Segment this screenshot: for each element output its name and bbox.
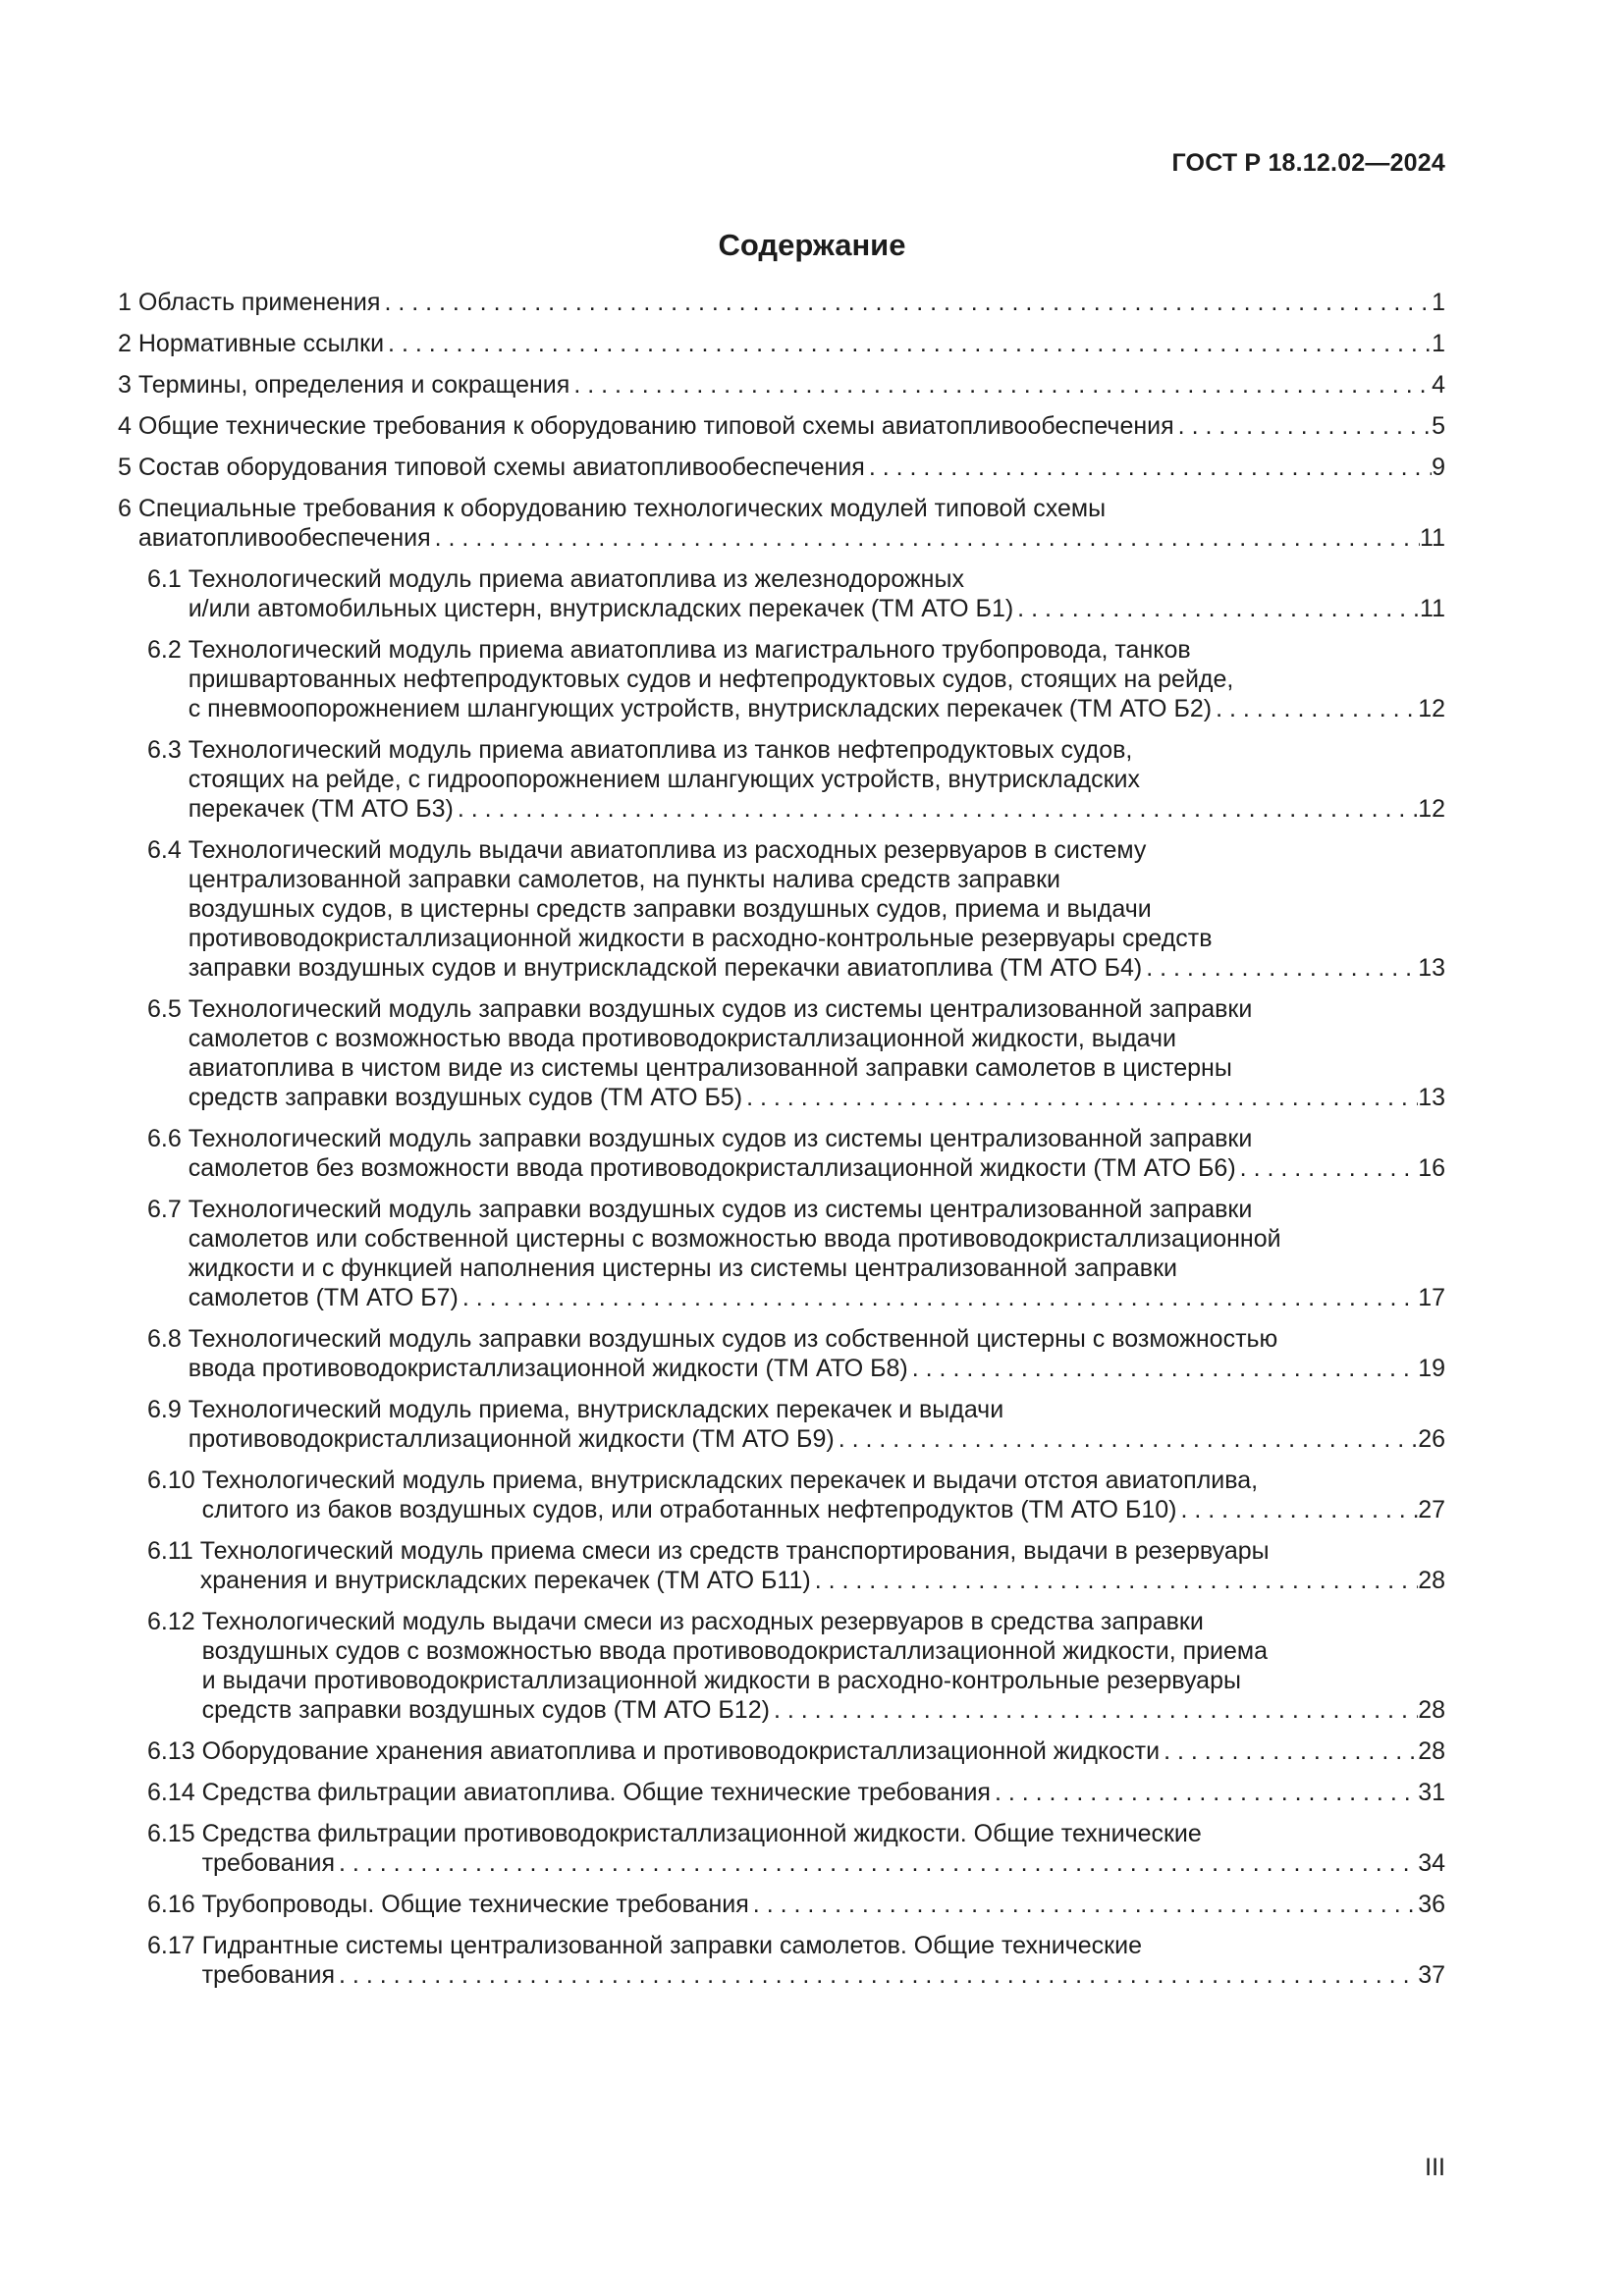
toc-entry-number: 6.8 [147, 1325, 189, 1353]
dot-leader [1013, 594, 1420, 623]
toc-entry-number: 6.16 [147, 1891, 202, 1918]
dot-leader [1176, 1495, 1418, 1524]
dot-leader [742, 1083, 1418, 1112]
toc-entry-page: 28 [1418, 1696, 1445, 1724]
dot-leader [991, 1778, 1418, 1807]
table-of-contents [118, 288, 1445, 2002]
toc-entry-text-line: Технологический модуль заправки воздушных судов из собственной цистерны с возможностью [188, 1325, 1278, 1353]
toc-entry-text-line: Средства фильтрации противоводокристаллизационной жидкости. Общие технические [201, 1820, 1202, 1847]
dot-leader [384, 329, 1432, 358]
toc-entry-page: 1 [1432, 289, 1445, 316]
toc-entry[interactable] [118, 835, 1445, 983]
toc-entry-page: 12 [1418, 695, 1445, 722]
toc-entry-number: 6.15 [147, 1820, 202, 1847]
toc-entry-text-line: Область применения [137, 289, 381, 316]
toc-entry-page: 11 [1420, 524, 1445, 552]
toc-entry-page: 13 [1418, 954, 1445, 982]
dot-leader [811, 1566, 1418, 1595]
toc-entry-number: 4 [118, 412, 138, 440]
toc-entry-page: 17 [1418, 1284, 1445, 1311]
toc-entry-page: 26 [1418, 1425, 1445, 1453]
toc-entry-text-line: Технологический модуль приема смеси из средств транспортирования, выдачи в резервуары [199, 1537, 1270, 1565]
toc-entry-text-line: хранения и внутрискладских перекачек (ТМ АТО Б11) [199, 1567, 811, 1594]
toc-entry-text-line: Трубопроводы. Общие технические требования [201, 1891, 749, 1918]
toc-entry-text-line: слитого из баков воздушных судов, или отработанных нефтепродуктов (ТМ АТО Б10) [201, 1496, 1177, 1523]
dot-leader [380, 288, 1432, 317]
toc-entry-page: 4 [1432, 371, 1445, 399]
toc-entry-text-line: воздушных судов с возможностью ввода противоводокристаллизационной жидкости, приема [201, 1637, 1268, 1665]
toc-entry-text-line: противоводокристаллизационной жидкости (ТМ АТО Б9) [188, 1425, 835, 1453]
toc-entry-number: 6.1 [147, 565, 189, 593]
dot-leader [454, 794, 1418, 824]
toc-entry-text-line: Состав оборудования типовой схемы авиатопливообеспечения [137, 454, 865, 481]
dot-leader [770, 1695, 1418, 1725]
toc-entry-text-line: Технологический модуль заправки воздушных судов из системы централизованной заправки [188, 1196, 1253, 1223]
toc-entry[interactable] [118, 494, 1445, 553]
dot-leader [865, 453, 1432, 482]
toc-entry-text-line: Технологический модуль приема, внутрискладских перекачек и выдачи отстоя авиатоплива, [201, 1467, 1259, 1494]
toc-entry[interactable] [118, 1736, 1445, 1766]
toc-entry-text-line: средств заправки воздушных судов (ТМ АТО Б12) [201, 1696, 770, 1724]
toc-entry-text-line: Термины, определения и сокращения [137, 371, 570, 399]
toc-entry-text-line: средств заправки воздушных судов (ТМ АТО Б5) [188, 1084, 743, 1111]
toc-entry-text-line: Технологический модуль приема авиатоплива из железнодорожных [188, 565, 964, 593]
toc-entry-text-line: Специальные требования к оборудованию технологических модулей типовой схемы [137, 495, 1107, 522]
toc-title: Содержание [718, 228, 906, 262]
toc-entry-number: 6.2 [147, 636, 189, 664]
toc-entry-text-line: воздушных судов, в цистерны средств заправки воздушных судов, приема и выдачи [188, 895, 1152, 923]
toc-entry-text-line: авиатопливообеспечения [137, 524, 431, 552]
toc-entry-page: 31 [1418, 1779, 1445, 1806]
toc-entry-text-line: Технологический модуль приема авиатоплива из магистрального трубопровода, танков [188, 636, 1191, 664]
toc-entry-number: 6.10 [147, 1467, 202, 1494]
toc-entry-number: 6.9 [147, 1396, 189, 1423]
toc-entry-text-line: пришвартованных нефтепродуктовых судов и нефтепродуктовых судов, стоящих на рейде, [188, 666, 1234, 693]
toc-entry-number: 6.12 [147, 1608, 202, 1635]
dot-leader [1236, 1153, 1419, 1183]
toc-entry-page: 37 [1418, 1961, 1445, 1989]
toc-entry-page: 16 [1418, 1154, 1445, 1182]
document-code: ГОСТ Р 18.12.02—2024 [1171, 149, 1445, 177]
dot-leader [1174, 411, 1432, 441]
toc-entry-number: 1 [118, 289, 138, 316]
toc-entry[interactable] [118, 1931, 1445, 1990]
toc-entry-page: 34 [1418, 1849, 1445, 1877]
toc-entry[interactable] [118, 1536, 1445, 1595]
toc-entry[interactable] [118, 635, 1445, 723]
toc-entry[interactable] [118, 329, 1445, 358]
toc-entry-page: 13 [1418, 1084, 1445, 1111]
toc-entry-text-line: перекачек (ТМ АТО Б3) [188, 795, 454, 823]
toc-entry-text-line: Технологический модуль заправки воздушных судов из системы централизованной заправки [188, 1125, 1253, 1152]
toc-entry-number: 5 [118, 454, 138, 481]
toc-entry-number: 2 [118, 330, 138, 357]
toc-entry-page: 19 [1418, 1355, 1445, 1382]
toc-entry-text-line: самолетов (ТМ АТО Б7) [188, 1284, 459, 1311]
toc-entry-text-line: требования [201, 1849, 336, 1877]
toc-entry-number: 6.4 [147, 836, 189, 864]
toc-entry-page: 11 [1420, 595, 1445, 622]
dot-leader [1160, 1736, 1418, 1766]
toc-entry-number: 6.7 [147, 1196, 189, 1223]
toc-entry-number: 3 [118, 371, 138, 399]
toc-entry-text-line: Гидрантные системы централизованной заправки самолетов. Общие технические [201, 1932, 1142, 1959]
toc-entry-text-line: с пневмоопорожнением шлангующих устройств, внутрискладских перекачек (ТМ АТО Б2) [188, 695, 1213, 722]
toc-entry[interactable] [118, 453, 1445, 482]
toc-entry[interactable] [118, 1778, 1445, 1807]
dot-leader [749, 1890, 1418, 1919]
toc-entry-number: 6.11 [147, 1537, 200, 1565]
toc-entry-text-line: авиатоплива в чистом виде из системы централизованной заправки самолетов в цистерны [188, 1054, 1232, 1082]
toc-entry-text-line: самолетов без возможности ввода противоводокристаллизационной жидкости (ТМ АТО Б6) [188, 1154, 1236, 1182]
toc-entry-text-line: стоящих на рейде, с гидроопорожнением шлангующих устройств, внутрискладских [188, 766, 1141, 793]
toc-entry-text-line: самолетов или собственной цистерны с возможностью ввода противоводокристаллизационной [188, 1225, 1281, 1253]
toc-entry-text-line: Технологический модуль заправки воздушных судов из системы централизованной заправки [188, 995, 1253, 1023]
toc-entry-text-line: противоводокристаллизационной жидкости в расходно-контрольные резервуары средств [188, 925, 1213, 952]
toc-entry-number: 6.13 [147, 1737, 202, 1765]
dot-leader [835, 1424, 1419, 1454]
toc-entry-text-line: и выдачи противоводокристаллизационной жидкости в расходно-контрольные резервуары [201, 1667, 1241, 1694]
toc-entry-number: 6.6 [147, 1125, 189, 1152]
dot-leader [459, 1283, 1418, 1312]
dot-leader [335, 1960, 1418, 1990]
toc-entry-text-line: заправки воздушных судов и внутрискладской перекачки авиатоплива (ТМ АТО Б4) [188, 954, 1143, 982]
toc-entry-text-line: требования [201, 1961, 336, 1989]
toc-entry[interactable] [118, 1890, 1445, 1919]
toc-entry[interactable] [118, 1124, 1445, 1183]
toc-entry[interactable] [118, 1819, 1445, 1878]
toc-entry[interactable] [118, 994, 1445, 1112]
toc-entry-text-line: и/или автомобильных цистерн, внутрискладских перекачек (ТМ АТО Б1) [188, 595, 1014, 622]
toc-entry-page: 5 [1432, 412, 1445, 440]
toc-entry[interactable] [118, 411, 1445, 441]
toc-entry-text-line: Технологический модуль выдачи авиатоплива из расходных резервуаров в систему [188, 836, 1147, 864]
toc-entry-page: 27 [1418, 1496, 1445, 1523]
toc-entry-text-line: централизованной заправки самолетов, на пункты налива средств заправки [188, 866, 1060, 893]
toc-entry[interactable] [118, 1324, 1445, 1383]
dot-leader [1142, 953, 1418, 983]
toc-entry-text-line: Технологический модуль приема авиатоплива из танков нефтепродуктовых судов, [188, 736, 1133, 764]
toc-entry[interactable] [118, 1395, 1445, 1454]
toc-entry-page: 1 [1432, 330, 1445, 357]
toc-entry[interactable] [118, 735, 1445, 824]
toc-entry-number: 6.17 [147, 1932, 202, 1959]
toc-entry[interactable] [118, 1607, 1445, 1725]
dot-leader [569, 370, 1432, 400]
toc-entry-page: 12 [1418, 795, 1445, 823]
toc-entry-number: 6.5 [147, 995, 189, 1023]
toc-entry-text-line: Технологический модуль приема, внутрискладских перекачек и выдачи [188, 1396, 1004, 1423]
toc-entry-text-line: жидкости и с функцией наполнения цистерны из системы централизованной заправки [188, 1255, 1177, 1282]
toc-entry-number: 6 [118, 495, 138, 522]
toc-entry-page: 36 [1418, 1891, 1445, 1918]
toc-entry[interactable] [118, 288, 1445, 317]
toc-entry-text-line: самолетов с возможностью ввода противоводокристаллизационной жидкости, выдачи [188, 1025, 1176, 1052]
page-number: III [1425, 2154, 1445, 2181]
toc-entry[interactable] [118, 370, 1445, 400]
toc-entry[interactable] [118, 564, 1445, 623]
dot-leader [1212, 694, 1418, 723]
toc-entry[interactable] [118, 1466, 1445, 1524]
toc-entry-page: 28 [1418, 1567, 1445, 1594]
toc-entry-text-line: ввода противоводокристаллизационной жидкости (ТМ АТО Б8) [188, 1355, 908, 1382]
toc-entry-text-line: Технологический модуль выдачи смеси из расходных резервуаров в средства заправки [201, 1608, 1204, 1635]
toc-entry-text-line: Нормативные ссылки [137, 330, 385, 357]
toc-entry-number: 6.14 [147, 1779, 202, 1806]
toc-entry-page: 9 [1432, 454, 1445, 481]
dot-leader [431, 523, 1420, 553]
toc-entry-text-line: Средства фильтрации авиатоплива. Общие технические требования [201, 1779, 991, 1806]
dot-leader [335, 1848, 1418, 1878]
toc-entry-text-line: Оборудование хранения авиатоплива и противоводокристаллизационной жидкости [201, 1737, 1161, 1765]
toc-entry-text-line: Общие технические требования к оборудованию типовой схемы авиатопливообеспечения [137, 412, 1174, 440]
toc-entry-number: 6.3 [147, 736, 189, 764]
toc-entry[interactable] [118, 1195, 1445, 1312]
dot-leader [908, 1354, 1418, 1383]
toc-entry-page: 28 [1418, 1737, 1445, 1765]
